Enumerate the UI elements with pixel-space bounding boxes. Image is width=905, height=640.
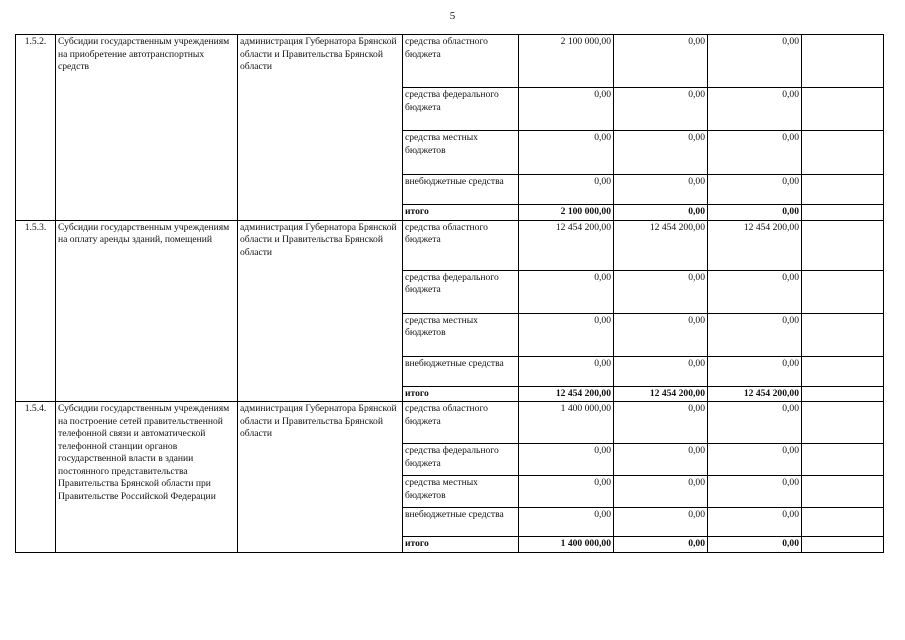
amount-3: 0,00: [708, 175, 802, 205]
executor: администрация Губернатора Брянской области и Правительства Брянской области: [238, 35, 403, 221]
row-index: 1.5.3.: [16, 220, 56, 402]
amount-2: 0,00: [614, 35, 708, 88]
total-amount-3: 12 454 200,00: [708, 386, 802, 402]
amount-1: 0,00: [519, 175, 614, 205]
empty-cell: [802, 205, 884, 221]
amount-3: 0,00: [708, 508, 802, 537]
empty-cell: [802, 175, 884, 205]
table-row: [16, 220, 884, 270]
empty-cell: [802, 313, 884, 356]
funding-source: средства областного бюджета: [403, 35, 519, 88]
total-amount-1: 1 400 000,00: [519, 537, 614, 553]
total-amount-1: 12 454 200,00: [519, 386, 614, 402]
amount-2: 0,00: [614, 131, 708, 175]
table-row: [16, 35, 884, 88]
total-label: итого: [403, 205, 519, 221]
funding-source: средства федерального бюджета: [403, 444, 519, 476]
amount-2: 0,00: [614, 313, 708, 356]
amount-2: 0,00: [614, 175, 708, 205]
amount-1: 0,00: [519, 356, 614, 386]
funding-source: внебюджетные средства: [403, 175, 519, 205]
total-amount-2: 0,00: [614, 205, 708, 221]
total-label: итого: [403, 537, 519, 553]
amount-2: 12 454 200,00: [614, 220, 708, 270]
funding-source: средства областного бюджета: [403, 402, 519, 444]
amount-1: 0,00: [519, 88, 614, 131]
funding-source: средства местных бюджетов: [403, 313, 519, 356]
page-number: 5: [449, 10, 456, 22]
empty-cell: [802, 537, 884, 553]
row-index: 1.5.4.: [16, 402, 56, 553]
total-amount-2: 12 454 200,00: [614, 386, 708, 402]
empty-cell: [802, 402, 884, 444]
executor: администрация Губернатора Брянской области и Правительства Брянской области: [238, 220, 403, 402]
amount-3: 12 454 200,00: [708, 220, 802, 270]
amount-2: 0,00: [614, 444, 708, 476]
amount-3: 0,00: [708, 270, 802, 313]
funding-source: внебюджетные средства: [403, 356, 519, 386]
amount-3: 0,00: [708, 402, 802, 444]
amount-1: 0,00: [519, 270, 614, 313]
measure-description: Субсидии государственным учреждениям на построение сетей правительственной телефонной связи и автоматической телефонной станции органов государственной власти в здании постоянного представительства Правительства Брянской области при Правительстве Российской Федерации: [56, 402, 238, 553]
amount-3: 0,00: [708, 88, 802, 131]
total-label: итого: [403, 386, 519, 402]
amount-1: 2 100 000,00: [519, 35, 614, 88]
amount-2: 0,00: [614, 508, 708, 537]
amount-2: 0,00: [614, 402, 708, 444]
total-amount-3: 0,00: [708, 537, 802, 553]
amount-1: 0,00: [519, 508, 614, 537]
amount-2: 0,00: [614, 476, 708, 508]
amount-1: 1 400 000,00: [519, 402, 614, 444]
measure-description: Субсидии государственным учреждениям на оплату аренды зданий, помещений: [56, 220, 238, 402]
amount-1: 0,00: [519, 131, 614, 175]
measure-description: Субсидии государственным учреждениям на приобретение автотранспортных средств: [56, 35, 238, 221]
empty-cell: [802, 508, 884, 537]
executor: администрация Губернатора Брянской области и Правительства Брянской области: [238, 402, 403, 553]
amount-3: 0,00: [708, 131, 802, 175]
empty-cell: [802, 88, 884, 131]
amount-2: 0,00: [614, 356, 708, 386]
total-amount-3: 0,00: [708, 205, 802, 221]
empty-cell: [802, 220, 884, 270]
empty-cell: [802, 476, 884, 508]
amount-3: 0,00: [708, 313, 802, 356]
amount-2: 0,00: [614, 270, 708, 313]
amount-1: 0,00: [519, 313, 614, 356]
funding-source: средства местных бюджетов: [403, 131, 519, 175]
amount-2: 0,00: [614, 88, 708, 131]
empty-cell: [802, 131, 884, 175]
amount-1: 0,00: [519, 476, 614, 508]
funding-source: средства областного бюджета: [403, 220, 519, 270]
amount-1: 12 454 200,00: [519, 220, 614, 270]
funding-source: средства федерального бюджета: [403, 270, 519, 313]
empty-cell: [802, 444, 884, 476]
amount-3: 0,00: [708, 35, 802, 88]
total-amount-1: 2 100 000,00: [519, 205, 614, 221]
funding-source: средства федерального бюджета: [403, 88, 519, 131]
amount-1: 0,00: [519, 444, 614, 476]
amount-3: 0,00: [708, 356, 802, 386]
amount-3: 0,00: [708, 444, 802, 476]
funding-source: внебюджетные средства: [403, 508, 519, 537]
total-amount-2: 0,00: [614, 537, 708, 553]
empty-cell: [802, 270, 884, 313]
empty-cell: [802, 356, 884, 386]
table-row: [16, 402, 884, 444]
amount-3: 0,00: [708, 476, 802, 508]
empty-cell: [802, 386, 884, 402]
empty-cell: [802, 35, 884, 88]
budget-table: [15, 34, 884, 553]
funding-source: средства местных бюджетов: [403, 476, 519, 508]
row-index: 1.5.2.: [16, 35, 56, 221]
